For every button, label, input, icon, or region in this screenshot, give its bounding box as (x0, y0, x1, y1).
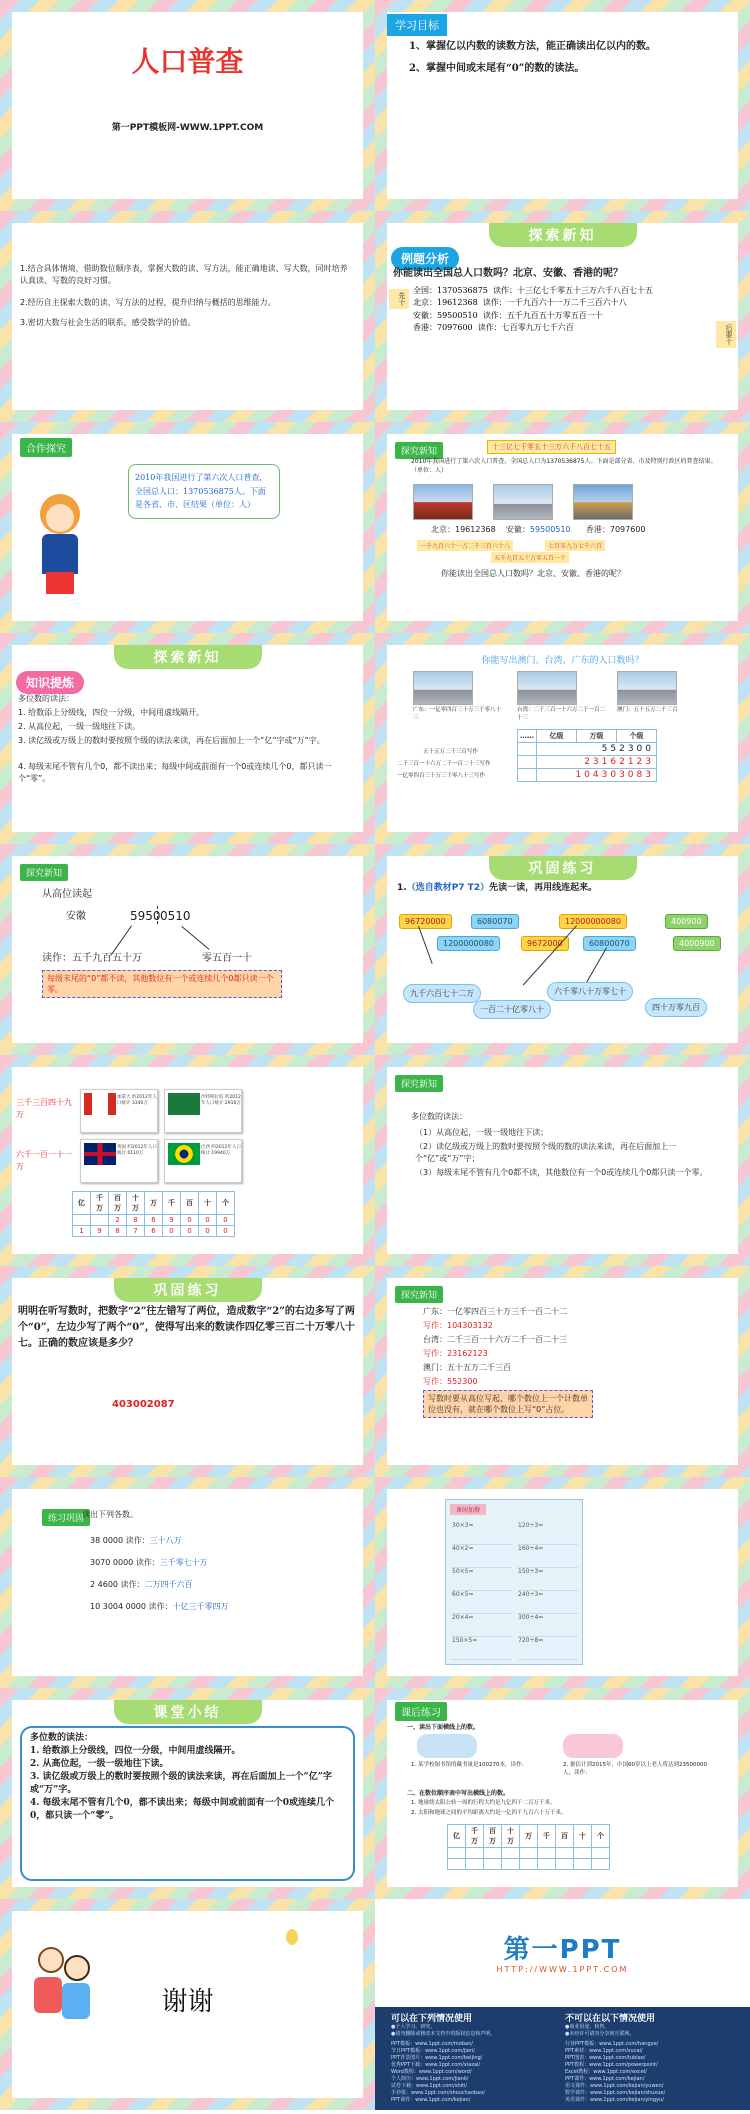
problem-1: 160÷4= (518, 1545, 578, 1568)
footer-link[interactable]: 行业PPT模板：www.1ppt.com/hangye/ (565, 2041, 659, 2047)
line-2: 台湾：二千三百一十六万二千一百二十三 (423, 1335, 567, 1344)
tag-label: 练习巩固 (42, 1509, 90, 1526)
summary-3: 3. 读亿级或万级上的数时要按照个级的读法来读，再在后面加上一个“亿”字或“万”字。 (30, 1772, 332, 1796)
number-0[interactable]: 96720000 (399, 914, 452, 929)
tag-label: 探究新知 (395, 1286, 443, 1303)
problem-5: 720÷8= (518, 1637, 578, 1660)
header-7: 十 (574, 1825, 592, 1848)
tag-hongkong: 七百零九万七千六百 (545, 540, 605, 551)
header-1: 千万 (91, 1192, 109, 1215)
reading-2[interactable]: 六千零八十万零七十 (547, 982, 633, 1001)
row-hongkong: 香港：7097600 读作：七百零九万七千六百 (413, 323, 574, 333)
problem-2: 50×5= (452, 1568, 512, 1591)
banner-title: 课堂小结 (114, 1700, 262, 1724)
line-4: 澳门：五十五万二千三百 (423, 1363, 511, 1372)
header-3: 十万 (502, 1825, 520, 1848)
cell-0: 1 (73, 1226, 91, 1237)
cell-2: 8 (109, 1226, 127, 1237)
slide-canvas (12, 856, 363, 1043)
item-2: 2 4600 读作：二万四千六百 (90, 1580, 193, 1589)
top-label: 十三亿七千零五十三万六千八百七十五 (487, 440, 616, 454)
flag-saudi (168, 1093, 200, 1115)
th-etc: …… (518, 730, 537, 743)
th-ge: 个级 (617, 730, 657, 743)
label-taiwan: 台湾：二千三百一十六万二千一百二十三 (517, 707, 606, 721)
problem-3: 60×5= (452, 1591, 512, 1614)
cell-8: 0 (217, 1215, 235, 1226)
header-4: 万 (520, 1825, 538, 1848)
summary-1: 1. 给数添上分级线，四位一分级，中间用虚线隔开。 (30, 1746, 241, 1757)
header-4: 万 (145, 1192, 163, 1215)
answer-cell[interactable] (448, 1848, 466, 1859)
number-2[interactable]: 12000000080 (559, 914, 627, 929)
digits-guangdong: 104303083 (537, 769, 657, 782)
left-column (452, 1522, 512, 1660)
header-0: 亿 (448, 1825, 466, 1848)
question: 你能读出全国总人口数吗？北京、安徽、香港的呢？ (441, 569, 625, 578)
side-tag-right: 后要十 (716, 321, 736, 348)
footer-link[interactable]: 节日PPT模板：www.1ppt.com/jieri/ (391, 2048, 475, 2054)
number-5[interactable]: 9672000 (521, 936, 569, 951)
answer-cell[interactable] (484, 1848, 502, 1859)
left-label-1: 三千三百四十九万 (16, 1098, 72, 1119)
footer-link[interactable]: Excel教程：www.1ppt.com/excel/ (565, 2069, 647, 2075)
photo-anhui (493, 484, 553, 520)
caption-brazil: 巴西 约2012年人口统计 19940万 (201, 1145, 241, 1156)
flag-canada (84, 1093, 116, 1115)
number-4[interactable]: 1200000080 (437, 936, 500, 951)
number-7[interactable]: 4000900 (673, 936, 721, 951)
item-0: 38 0000 读作：三十八万 (90, 1536, 182, 1545)
objective-2: 2、掌握中间或末尾有“0”的数的读法。 (409, 63, 585, 74)
slide-homework[interactable] (375, 1688, 750, 1899)
link-3 (586, 948, 607, 983)
problem-0: 30×3= (452, 1522, 512, 1545)
footer-link[interactable]: 优秀PPT下载：www.1ppt.com/xiazai/ (391, 2062, 481, 2068)
side-tag-left: 先十 (389, 289, 409, 309)
digit-table (72, 1191, 235, 1237)
reading-1[interactable]: 一百二十亿零八十 (473, 1000, 551, 1019)
item-1: 3070 0000 读作：三千零七十万 (90, 1558, 208, 1567)
answer-cell[interactable] (556, 1859, 574, 1870)
cell-8: 0 (217, 1226, 235, 1237)
photo-guangdong (413, 671, 473, 705)
section-title: 知识提炼 (16, 671, 84, 694)
answer: 403002087 (112, 1399, 175, 1410)
cell-5: 0 (163, 1226, 181, 1237)
footer-link[interactable]: PPT课件：www.1ppt.com/kejian/ (391, 2097, 471, 2103)
instruction: 1.（选自教材P7 T2）先读一读，再用线连起来。 (397, 883, 598, 893)
summary-2: 2. 从高位起，一级一级地往下读。 (30, 1759, 169, 1770)
left-label-2: 六千一百一十一万 (16, 1150, 72, 1171)
goal-2: 2.经历自主探索大数的读、写方法的过程，提升归纳与概括的思维能力。 (20, 298, 276, 307)
slide-word-problem[interactable] (0, 1266, 375, 1477)
q2: 二、在数位顺序表中写出横线上的数。 (407, 1790, 510, 1797)
problem-5: 150×5= (452, 1637, 512, 1660)
rule-4: 4. 每级末尾不管有几个0，都不读出来；每级中间或前面有一个0或连续几个0，都只读一个“零”。 (18, 762, 332, 783)
line-5: 写作：552300 (423, 1377, 478, 1386)
place-value-table (517, 729, 657, 782)
header-3: 十万 (127, 1192, 145, 1215)
slide-canvas (387, 1278, 738, 1465)
row-beijing: 北京：19612368 读作：一千九百六十一万二千三百六十八 (413, 298, 627, 308)
cell-1 (91, 1215, 109, 1226)
worksheet-header: 课间加餐 (450, 1504, 486, 1515)
slide-canvas (12, 645, 363, 832)
cell-7: 0 (199, 1215, 217, 1226)
footer-link[interactable]: PPT背景图片：www.1ppt.com/beijing/ (391, 2055, 483, 2061)
cell-5: 9 (163, 1215, 181, 1226)
slide-goals[interactable] (0, 211, 375, 422)
q1b: 2. 据估计到2015年，中国60岁以上老人将达到23500000人，读作： (563, 1762, 707, 1776)
card-canada (80, 1089, 158, 1133)
read-label: 读作：五千九百五十万 (42, 953, 142, 964)
right-note-1: ●未经许可请勿分享到互联网。 (565, 2031, 635, 2037)
subtitle: 第一PPT模板网-WWW.1PPT.COM (111, 123, 264, 133)
answer-cell[interactable] (574, 1859, 592, 1870)
teacher-illustration (32, 494, 88, 604)
slide-read-numbers[interactable] (0, 1477, 375, 1688)
answer-cell[interactable] (538, 1848, 556, 1859)
right-column (518, 1522, 578, 1660)
problem-4: 300÷4= (518, 1614, 578, 1637)
slide-canvas (12, 12, 363, 199)
tag-label: 学习目标 (387, 14, 447, 36)
slide-summary-reading[interactable] (0, 633, 375, 844)
slide-writing[interactable] (375, 1266, 750, 1477)
number-part-b: 0510 (160, 909, 191, 923)
slide-canvas (387, 223, 738, 410)
rule-2: 2. 从高位起，一级一级地往下读。 (18, 722, 141, 731)
answer-table (447, 1824, 610, 1870)
illus-books (417, 1734, 477, 1758)
cell-2: 2 (109, 1215, 127, 1226)
footer-link[interactable]: 手抄报：www.1ppt.com/shouchaobao/ (391, 2090, 485, 2096)
answer-cell[interactable] (466, 1859, 484, 1870)
question: 你能写出澳门、台湾、广东的人口数吗？ (481, 656, 644, 666)
answer-cell[interactable] (448, 1859, 466, 1870)
line-0: 广东：一亿零四百三十万三千一百二十二 (423, 1307, 567, 1316)
tag-label: 探究新知 (395, 1075, 443, 1092)
left-note-1: ●请勿删除或修改本文档中的版权信息和声明。 (391, 2031, 496, 2037)
rule-3: 3. 读亿级或万级上的数时要按照个级的读法来读，再在后面加上一个“亿”字或“万”字。 (18, 736, 325, 745)
row-label-1: 五十五万二千三百写作 (423, 749, 479, 755)
rule-1: 1. 给数添上分级线，四位一分级，中间用虚线隔开。 (18, 708, 205, 717)
tag-label: 合作探究 (20, 438, 72, 457)
header-6: 百 (181, 1192, 199, 1215)
slide-canvas (12, 1067, 363, 1254)
footer-link[interactable]: PPT素材：www.1ppt.com/sucai/ (565, 2048, 643, 2054)
row-anhui: 安徽：59500510 读作：五千九百五十万零五百一十 (413, 310, 603, 320)
link-1 (418, 926, 433, 964)
right-note-0: ●商业用途、转售。 (565, 2024, 610, 2030)
slide-canvas (12, 1489, 363, 1676)
zero-note: 每级末尾的“0”都不读，其他数位有一个或连续几个0都只读一个零。 (42, 970, 282, 998)
cell-6: 0 (181, 1226, 199, 1237)
slide-class-summary[interactable] (0, 1688, 375, 1899)
census-note: 2010年我国进行了第六次人口普查，全国总人口：1370536875人。下面是各省、市、区结果（单位：人） (128, 464, 280, 519)
split-line (157, 906, 158, 924)
tag-label: 探究新知 (20, 864, 68, 881)
cell-3: 7 (127, 1226, 145, 1237)
tag-label: 探究新知 (395, 442, 443, 459)
header-7: 十 (199, 1192, 217, 1215)
section-title: 例题分析 (391, 247, 459, 270)
province-label: 安徽 (66, 911, 86, 922)
slide-canvas (387, 856, 738, 1043)
header-2: 百万 (109, 1192, 127, 1215)
problem-2: 150÷3= (518, 1568, 578, 1591)
caption-canada: 加拿大 约2012年人口统计 3340万 (117, 1095, 157, 1106)
reading-3[interactable]: 四十万零九百 (645, 998, 707, 1017)
slide-canvas (12, 1911, 363, 2098)
summary-4: 4. 每级末尾不管有几个0，都不读出来；每级中间或前面有一个0或连续几个0，都只读一个“零”。 (30, 1798, 335, 1822)
header-0: 亿 (73, 1192, 91, 1215)
photo-taiwan (517, 671, 577, 705)
question: 你能读出全国总人口数吗？北京、安徽、香港的呢？ (393, 268, 623, 279)
rule-3: （3）每级末尾不管有几个0都不读，其他数位有一个0或连续几个0都只读一个零。 (415, 1168, 708, 1177)
slide-cooperate[interactable] (0, 422, 375, 633)
header-2: 百万 (484, 1825, 502, 1848)
answer-cell[interactable] (484, 1859, 502, 1870)
slide-countries[interactable] (0, 1055, 375, 1266)
label-macau: 澳门：五十五万二千三百 (617, 707, 678, 713)
answer-cell[interactable] (520, 1859, 538, 1870)
footer-link[interactable]: PPT图表：www.1ppt.com/tubiao/ (565, 2055, 646, 2061)
links-right (565, 2041, 735, 2104)
header-5: 千 (538, 1825, 556, 1848)
balloon-icon (286, 1929, 298, 1945)
number-3[interactable]: 400900 (665, 914, 708, 929)
tag-label: 课后练习 (395, 1702, 447, 1721)
th-yi: 亿级 (537, 730, 577, 743)
footer-link[interactable]: Word教程：www.1ppt.com/word/ (391, 2069, 472, 2075)
header-8: 个 (592, 1825, 610, 1848)
answer-cell[interactable] (538, 1859, 556, 1870)
rule-0: 多位数的读法： (18, 694, 74, 703)
links-left (391, 2041, 551, 2104)
line-3: 写作：23162123 (423, 1349, 488, 1358)
banner-title: 巩固练习 (114, 1278, 262, 1302)
line-1: 写作：104303132 (423, 1321, 493, 1330)
url: HTTP://WWW.1PPT.COM (496, 1965, 629, 1974)
th-wan: 万级 (577, 730, 617, 743)
footer-link[interactable]: 试卷下载：www.1ppt.com/shiti/ (391, 2083, 468, 2089)
slide-branding[interactable] (375, 1899, 750, 2110)
slide-thanks[interactable] (0, 1899, 375, 2110)
thanks-text: 谢谢 (161, 1987, 214, 2017)
flag-brazil (168, 1143, 200, 1165)
row-national: 全国：1370536875 读作：十三亿七千零五十三万六千八百七十五 (413, 286, 653, 295)
header-6: 百 (556, 1825, 574, 1848)
left-title: 可以在下列情况使用 (391, 2014, 473, 2024)
table (447, 1824, 610, 1870)
footer-link[interactable]: 语文课件：www.1ppt.com/kejian/yuwen/ (565, 2083, 664, 2089)
read-tail: 零五百一十 (202, 953, 252, 964)
digits-macau: 552300 (537, 743, 657, 756)
header-8: 个 (217, 1192, 235, 1215)
number-6[interactable]: 60800070 (583, 936, 636, 951)
slide-canvas (387, 1489, 738, 1676)
tag-beijing: 一千九百六十一万二千三百六十八 (417, 540, 513, 551)
goal-1: 1.结合具体情境，借助数位顺序表，掌握大数的读、写方法，能正确地读、写大数，同时培养认真读、写数的良好习惯。 (20, 264, 348, 285)
footer-link[interactable]: 英语课件：www.1ppt.com/kejian/yingyu/ (565, 2097, 664, 2103)
number-part-a: 5950 (130, 909, 161, 923)
flag-uk (84, 1143, 116, 1165)
slide-canvas (12, 434, 363, 621)
digits-taiwan: 23162123 (537, 756, 657, 769)
slide-read-anhui[interactable] (0, 844, 375, 1055)
goal-3: 3.密切大数与社会生活的联系，感受数学的价值。 (20, 318, 196, 327)
caption-saudi: 沙特阿拉伯 约2012年人口统计 2910万 (201, 1095, 241, 1106)
right-title: 不可以在以下情况使用 (565, 2014, 656, 2024)
q1: 一、读出下面横线上的数。 (407, 1724, 480, 1731)
label-guangdong: 广东：一亿零四百三十万三千零八十三 (413, 707, 502, 721)
slide-example[interactable] (375, 211, 750, 422)
rule-2: （2）读亿级或万级上的数时要按照个级的数的读法来读，再在后面加上一个“亿”或“万”字； (415, 1142, 677, 1163)
footer-link[interactable]: 个人简历：www.1ppt.com/jianli/ (391, 2076, 469, 2082)
slide-census-data[interactable] (375, 422, 750, 633)
answer-cell[interactable] (466, 1848, 484, 1859)
left-note-0: ●个人学习、研究。 (391, 2024, 436, 2030)
cell-4: 6 (145, 1215, 163, 1226)
worksheet (445, 1499, 583, 1665)
footer-link[interactable]: PPT课件：www.1ppt.com/kejian/ (565, 2076, 645, 2082)
q2b: 2. 太阳和地球之间的平均距离大约是一亿四千九百六十万千米。 (411, 1810, 567, 1816)
slide-canvas (387, 1700, 738, 1887)
problem-1: 40×2= (452, 1545, 512, 1568)
answer-cell[interactable] (556, 1848, 574, 1859)
cell-6: 0 (181, 1215, 199, 1226)
slide-reading-rules[interactable] (375, 1055, 750, 1266)
slide-canvas (387, 12, 738, 199)
cell-7: 0 (199, 1226, 217, 1237)
slide-objectives[interactable] (375, 0, 750, 211)
caption-uk: 英国 约2012年人口统计 6110万 (117, 1145, 157, 1156)
slide-canvas (12, 1278, 363, 1465)
photo-beijing (413, 484, 473, 520)
answer-cell[interactable] (592, 1859, 610, 1870)
banner-title: 巩固练习 (489, 856, 637, 880)
slide-canvas (387, 1067, 738, 1254)
card-saudi (164, 1089, 242, 1133)
slide-canvas (12, 223, 363, 410)
brand-top (375, 1899, 750, 2007)
header-1: 千万 (466, 1825, 484, 1848)
banner-title: 探索新知 (489, 223, 637, 247)
cell-1: 9 (91, 1226, 109, 1237)
slide-mental-math[interactable] (375, 1477, 750, 1688)
summary-0: 多位数的读法： (30, 1733, 94, 1743)
problem-3: 240÷3= (518, 1591, 578, 1614)
summary-box (20, 1726, 355, 1881)
photo-hongkong (573, 484, 633, 520)
header-5: 千 (163, 1192, 181, 1215)
connector-left (111, 925, 132, 955)
cell-3: 8 (127, 1215, 145, 1226)
table (517, 729, 657, 782)
card-brazil (164, 1139, 242, 1183)
placeholder-note: 写数时要从高位写起，哪个数位上一个计数单位也没有，就在哪个数位上写“0”占位。 (423, 1390, 593, 1418)
instruction: 读出下列各数。 (82, 1510, 138, 1519)
number-1[interactable]: 6080070 (471, 914, 519, 929)
slide-canvas (387, 645, 738, 832)
slide-canvas (387, 434, 738, 621)
footer-link[interactable]: PPT教程：www.1ppt.com/powerpoint/ (565, 2062, 658, 2068)
logo: 第一PPT (503, 1935, 622, 1965)
slide-practice-match[interactable] (375, 844, 750, 1055)
answer-cell[interactable] (502, 1859, 520, 1870)
rule-1: （1）从高位起，一级一级地往下读； (415, 1128, 549, 1137)
slide-title[interactable] (0, 0, 375, 211)
footer-link[interactable]: 数学课件：www.1ppt.com/kejian/shuxue/ (565, 2090, 666, 2096)
row-label-2: 二千三百一十六万二千一百二十三写作 (397, 761, 491, 767)
item-3: 10 3004 0000 读作：十亿三千零四万 (90, 1602, 229, 1611)
reading-0[interactable]: 九千六百七十二万 (403, 984, 481, 1003)
answer-cell[interactable] (592, 1848, 610, 1859)
rule-0: 多位数的读法： (411, 1112, 467, 1121)
answer-cell[interactable] (574, 1848, 592, 1859)
problem-text: 明明在听写数时，把数字“2”往左错写了两位，造成数字“2”的右边多写了两个“0”，左边少写了两个“0”，使得写出来的数读作四亿零三百二十万零八十七。正确的数应该是多少？ (18, 1306, 355, 1349)
table (72, 1191, 235, 1237)
banner-title: 探索新知 (114, 645, 262, 669)
brand-bottom (375, 2007, 750, 2110)
illus-elders (563, 1734, 623, 1758)
photo-macau (617, 671, 677, 705)
title: 人口普查 (131, 45, 244, 78)
from-high: 从高位读起 (42, 889, 92, 900)
tag-anhui: 五千九百五十万零五百一十 (491, 552, 569, 563)
problem-0: 120÷3= (518, 1522, 578, 1545)
paragraph: 2010年我国进行了第六次人口普查，全国总人口为1370536875人。下面是部分省、市及特别行政区的普查结果。（单位：人） (411, 458, 717, 474)
row-label-3: 一亿零四百三十万三千零八十三写作 (397, 773, 486, 779)
cell-0 (73, 1215, 91, 1226)
q2a: 1. 地球绕太阳公转一周的行程大约是九亿四千二百万千米。 (411, 1800, 556, 1806)
q1a: 1. 某学校图书馆的藏书量是100270本，读作： (411, 1762, 527, 1768)
cell-4: 6 (145, 1226, 163, 1237)
footer-link[interactable]: PPT模板：www.1ppt.com/moban/ (391, 2041, 473, 2047)
objective-1: 1、掌握亿以内数的读数方法，能正确读出亿以内的数。 (409, 41, 656, 52)
population-list (413, 285, 714, 335)
answer-cell[interactable] (502, 1848, 520, 1859)
card-uk (80, 1139, 158, 1183)
answer-cell[interactable] (520, 1848, 538, 1859)
slide-canvas (12, 1700, 363, 1887)
slide-write-numbers[interactable] (375, 633, 750, 844)
connector-right (181, 926, 209, 950)
link-2 (523, 925, 577, 985)
figures: 北京：19612368 安徽：59500510 香港：7097600 (431, 525, 646, 534)
problem-4: 20×4= (452, 1614, 512, 1637)
